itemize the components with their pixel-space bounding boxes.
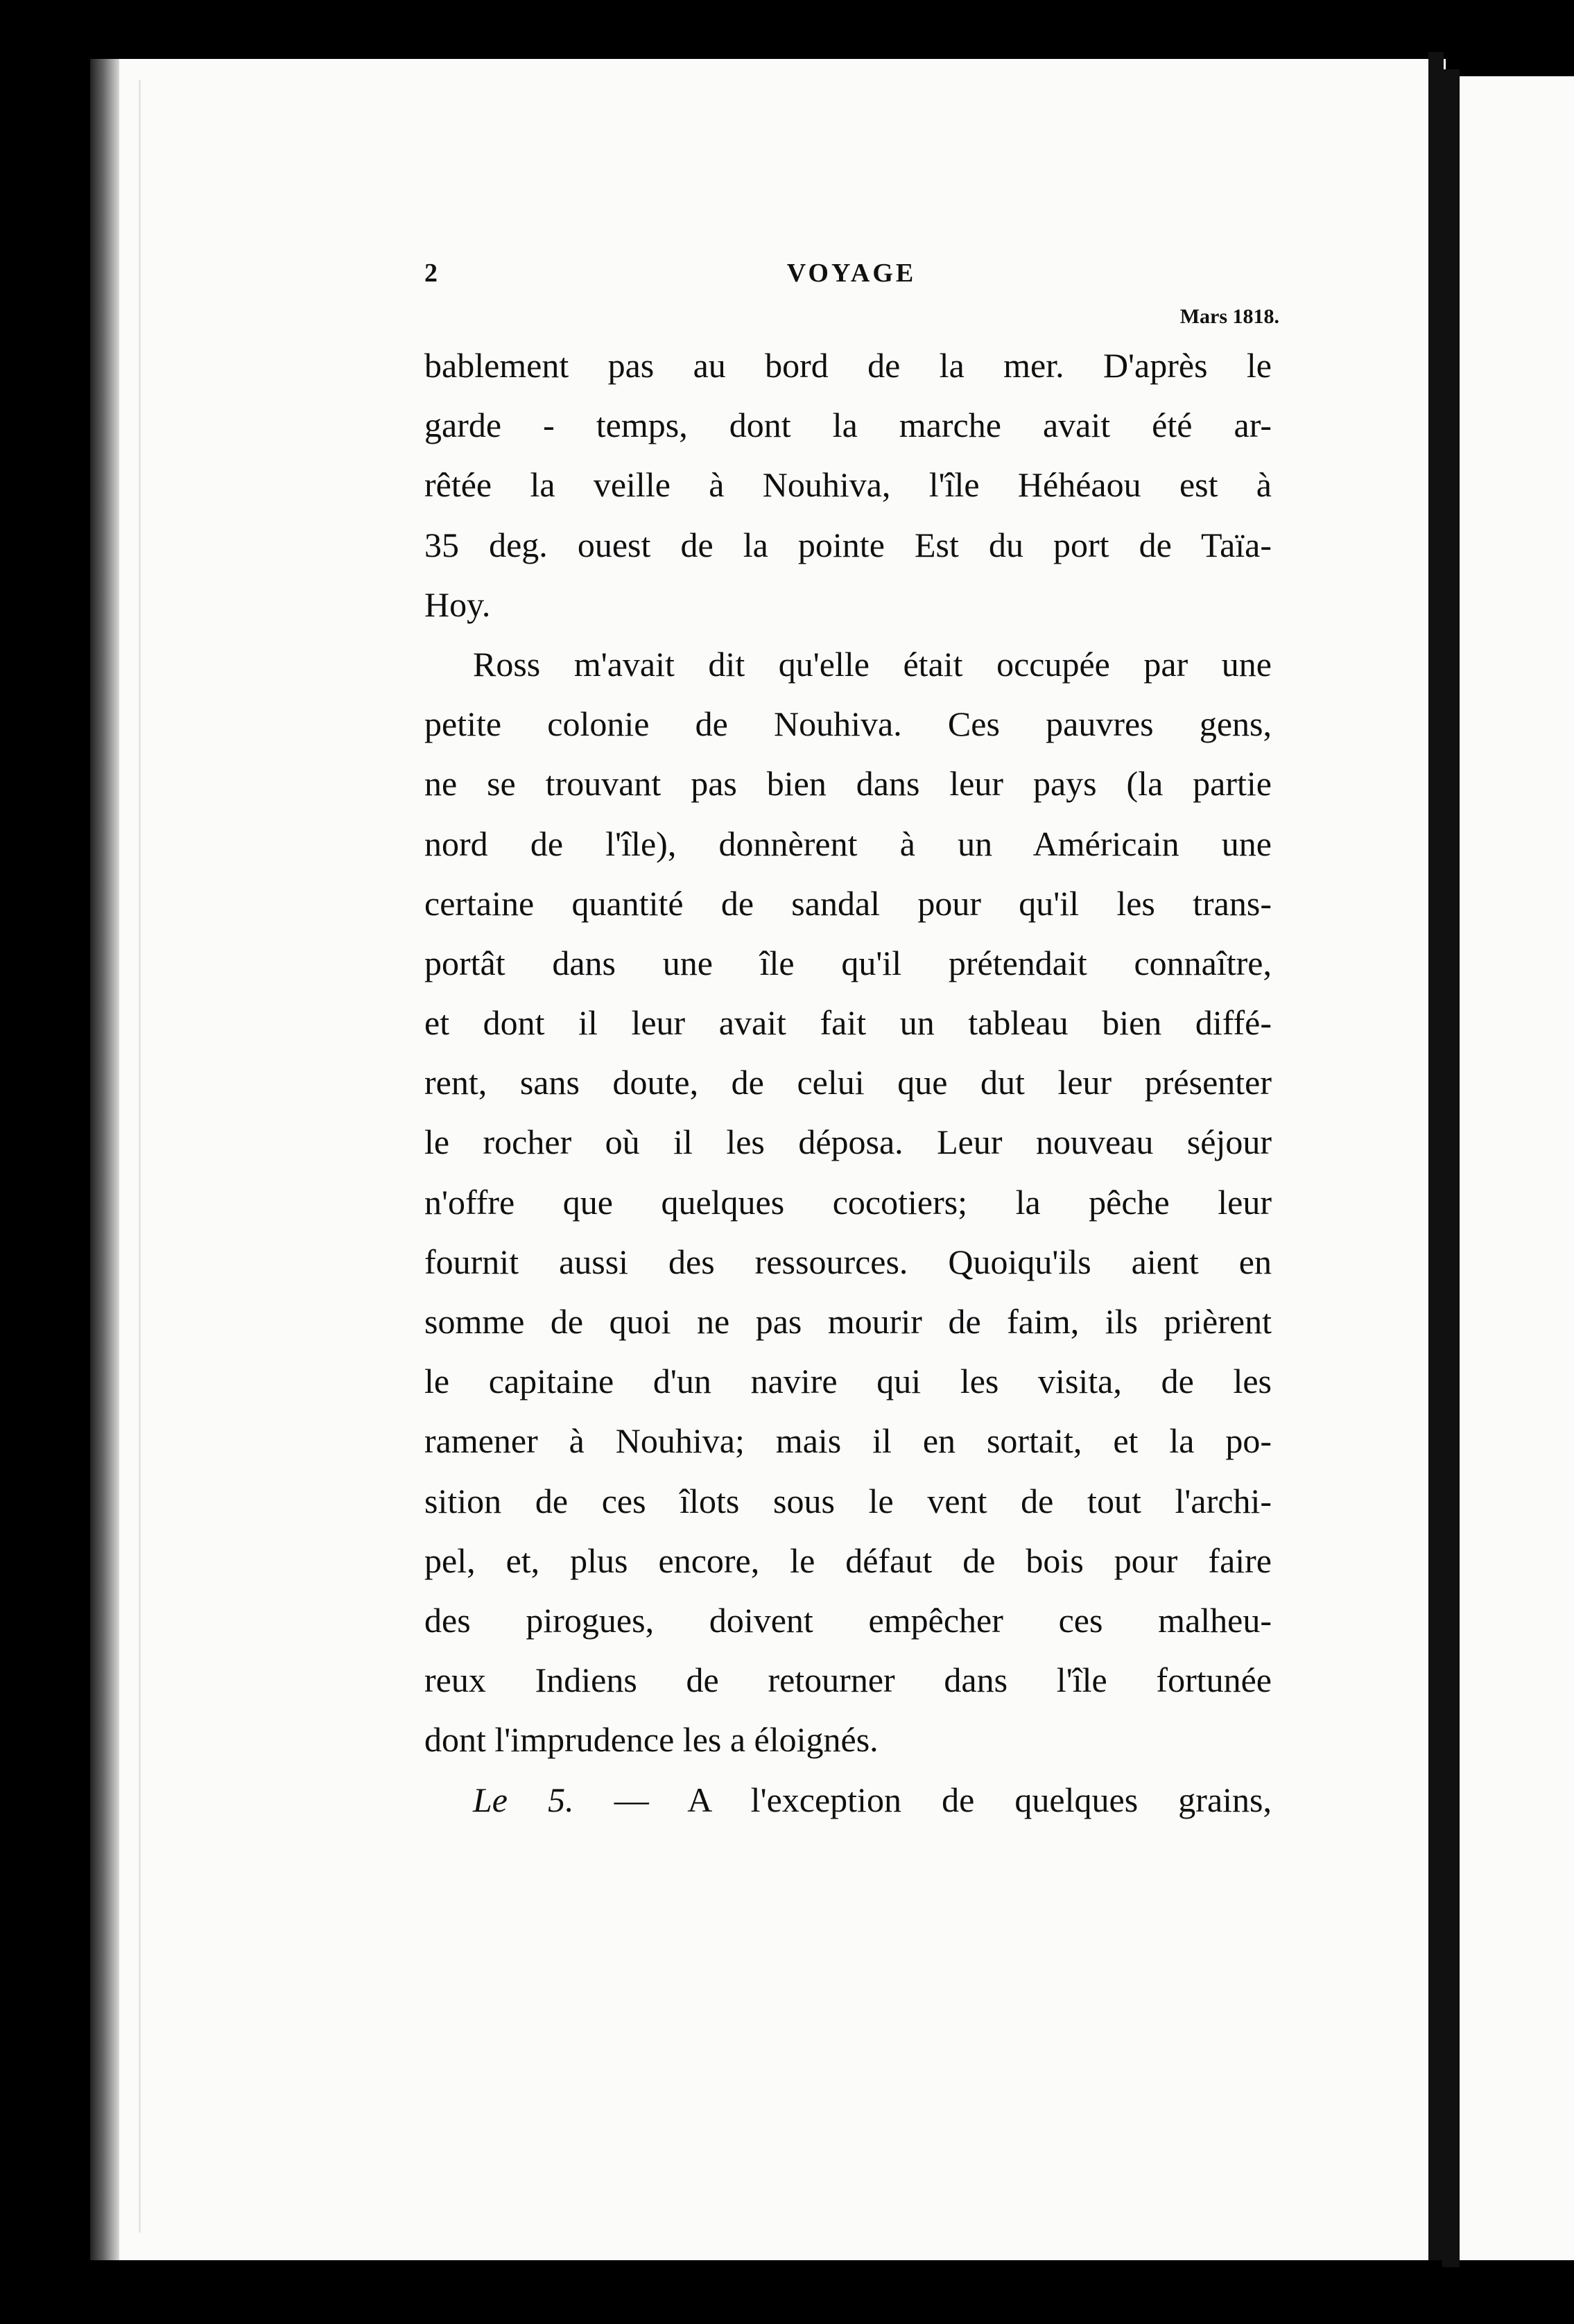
text-line: petite colonie de Nouhiva. Ces pauvres gens, (424, 704, 1272, 744)
text-line: Hoy. (424, 584, 491, 624)
body-text (424, 336, 1272, 1830)
facing-page-edge (1442, 69, 1460, 2267)
facing-page-sliver (1460, 76, 1574, 2260)
text-line: dont l'imprudence les a éloignés. (424, 1720, 879, 1760)
text-line: et dont il leur avait fait un tableau bien diffé- (424, 1003, 1272, 1043)
text-line: n'offre que quelques cocotiers; la pêche leur (424, 1182, 1272, 1222)
page-gutter (90, 59, 119, 2260)
paragraph-2 (424, 634, 1272, 1770)
text-line (424, 1770, 1272, 1830)
running-title: VOYAGE (786, 259, 917, 288)
text-line: fournit aussi des ressources. Quoiqu'ils aient en (424, 1242, 1272, 1281)
gutter-line (139, 80, 141, 2232)
text-line: rent, sans doute, de celui que dut leur présenter (424, 1063, 1272, 1102)
text-line: le capitaine d'un navire qui les visita, de les (424, 1362, 1272, 1401)
text-line: le rocher où il les déposa. Leur nouveau séjour (424, 1122, 1272, 1162)
text-line: ne se trouvant pas bien dans leur pays (la partie (424, 764, 1272, 804)
text-line-rest: — A l'exception de quelques grains, (573, 1780, 1272, 1819)
text-line: sition de ces îlots sous le vent de tout l'archi- (424, 1481, 1272, 1520)
text-line: Ross m'avait dit qu'elle était occupée par une (473, 644, 1272, 684)
date-lead: Le 5. (473, 1780, 574, 1819)
text-line: certaine quantité de sandal pour qu'il les trans- (424, 883, 1272, 923)
text-line: des pirogues, doivent empêcher ces malheu- (424, 1600, 1272, 1640)
paragraph-1 (424, 336, 1272, 634)
text-line: rêtée la veille à Nouhiva, l'île Héhéaou est à (424, 465, 1272, 505)
text-line: nord de l'île), donnèrent à un Américain une (424, 824, 1272, 863)
paragraph-3 (424, 1770, 1272, 1830)
page-number: 2 (424, 259, 438, 288)
page-right-edge (1428, 52, 1444, 2260)
text-line: ramener à Nouhiva; mais il en sortait, et la po- (424, 1421, 1272, 1461)
text-line: portât dans une île qu'il prétendait connaître, (424, 943, 1272, 982)
text-line: bablement pas au bord de la mer. D'après le (424, 346, 1272, 385)
text-line: somme de quoi ne pas mourir de faim, ils prièrent (424, 1302, 1272, 1341)
text-line: pel, et, plus encore, le défaut de bois pour faire (424, 1541, 1272, 1580)
margin-date: Mars 1818. (1179, 305, 1279, 328)
text-line: garde - temps, dont la marche avait été ar- (424, 406, 1272, 445)
running-head (424, 258, 1279, 300)
text-line: 35 deg. ouest de la pointe Est du port de Taïa- (424, 525, 1272, 564)
text-line: reux Indiens de retourner dans l'île fortunée (424, 1660, 1272, 1700)
